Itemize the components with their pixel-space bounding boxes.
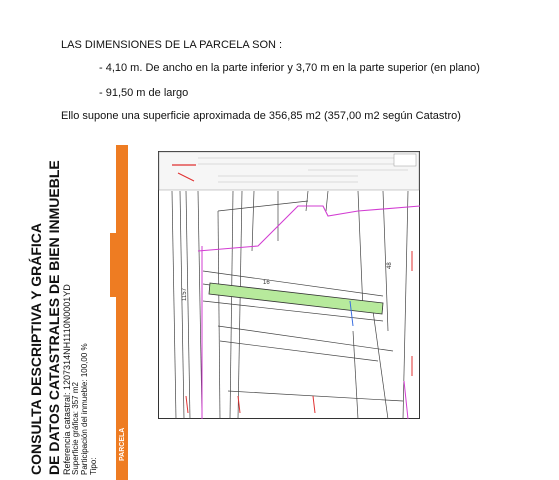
scale-box xyxy=(394,154,416,166)
dimensions-heading: LAS DIMENSIONES DE LA PARCELA SON : xyxy=(61,39,283,51)
section-label-parcela: PARCELA xyxy=(119,427,126,461)
parcela-tag xyxy=(110,233,128,297)
map-legend-band xyxy=(159,152,419,190)
graphic-surface: Superficie gráfica: 357 m2 xyxy=(71,382,80,475)
map-label-1157: 1157 xyxy=(182,288,188,301)
width-line: - 4,10 m. De ancho en la parte inferior y 3,70 m en la parte superior (en plano) xyxy=(99,62,480,74)
map-label-48: 48 xyxy=(387,262,393,269)
map-label-16: 16 xyxy=(263,280,270,286)
participation: Participación del inmueble: 100,00 % xyxy=(80,343,89,475)
cadastral-reference: Referencia catastral: 1207314NH1110N0001YD xyxy=(62,284,72,475)
cadastral-document-image xyxy=(0,145,559,480)
map-frame xyxy=(159,152,420,419)
length-line: - 91,50 m de largo xyxy=(99,87,189,99)
surface-line: Ello supone una superficie aproximada de 356,85 m2 (357,00 m2 según Catastro) xyxy=(61,110,461,122)
document-title-line1: CONSULTA DESCRIPTIVA Y GRÁFICA xyxy=(28,222,44,475)
document-title-line2: DE DATOS CATASTRALES DE BIEN INMUEBLE xyxy=(46,160,62,475)
cadastral-map xyxy=(158,151,420,419)
property-type: Tipo: xyxy=(89,457,98,475)
